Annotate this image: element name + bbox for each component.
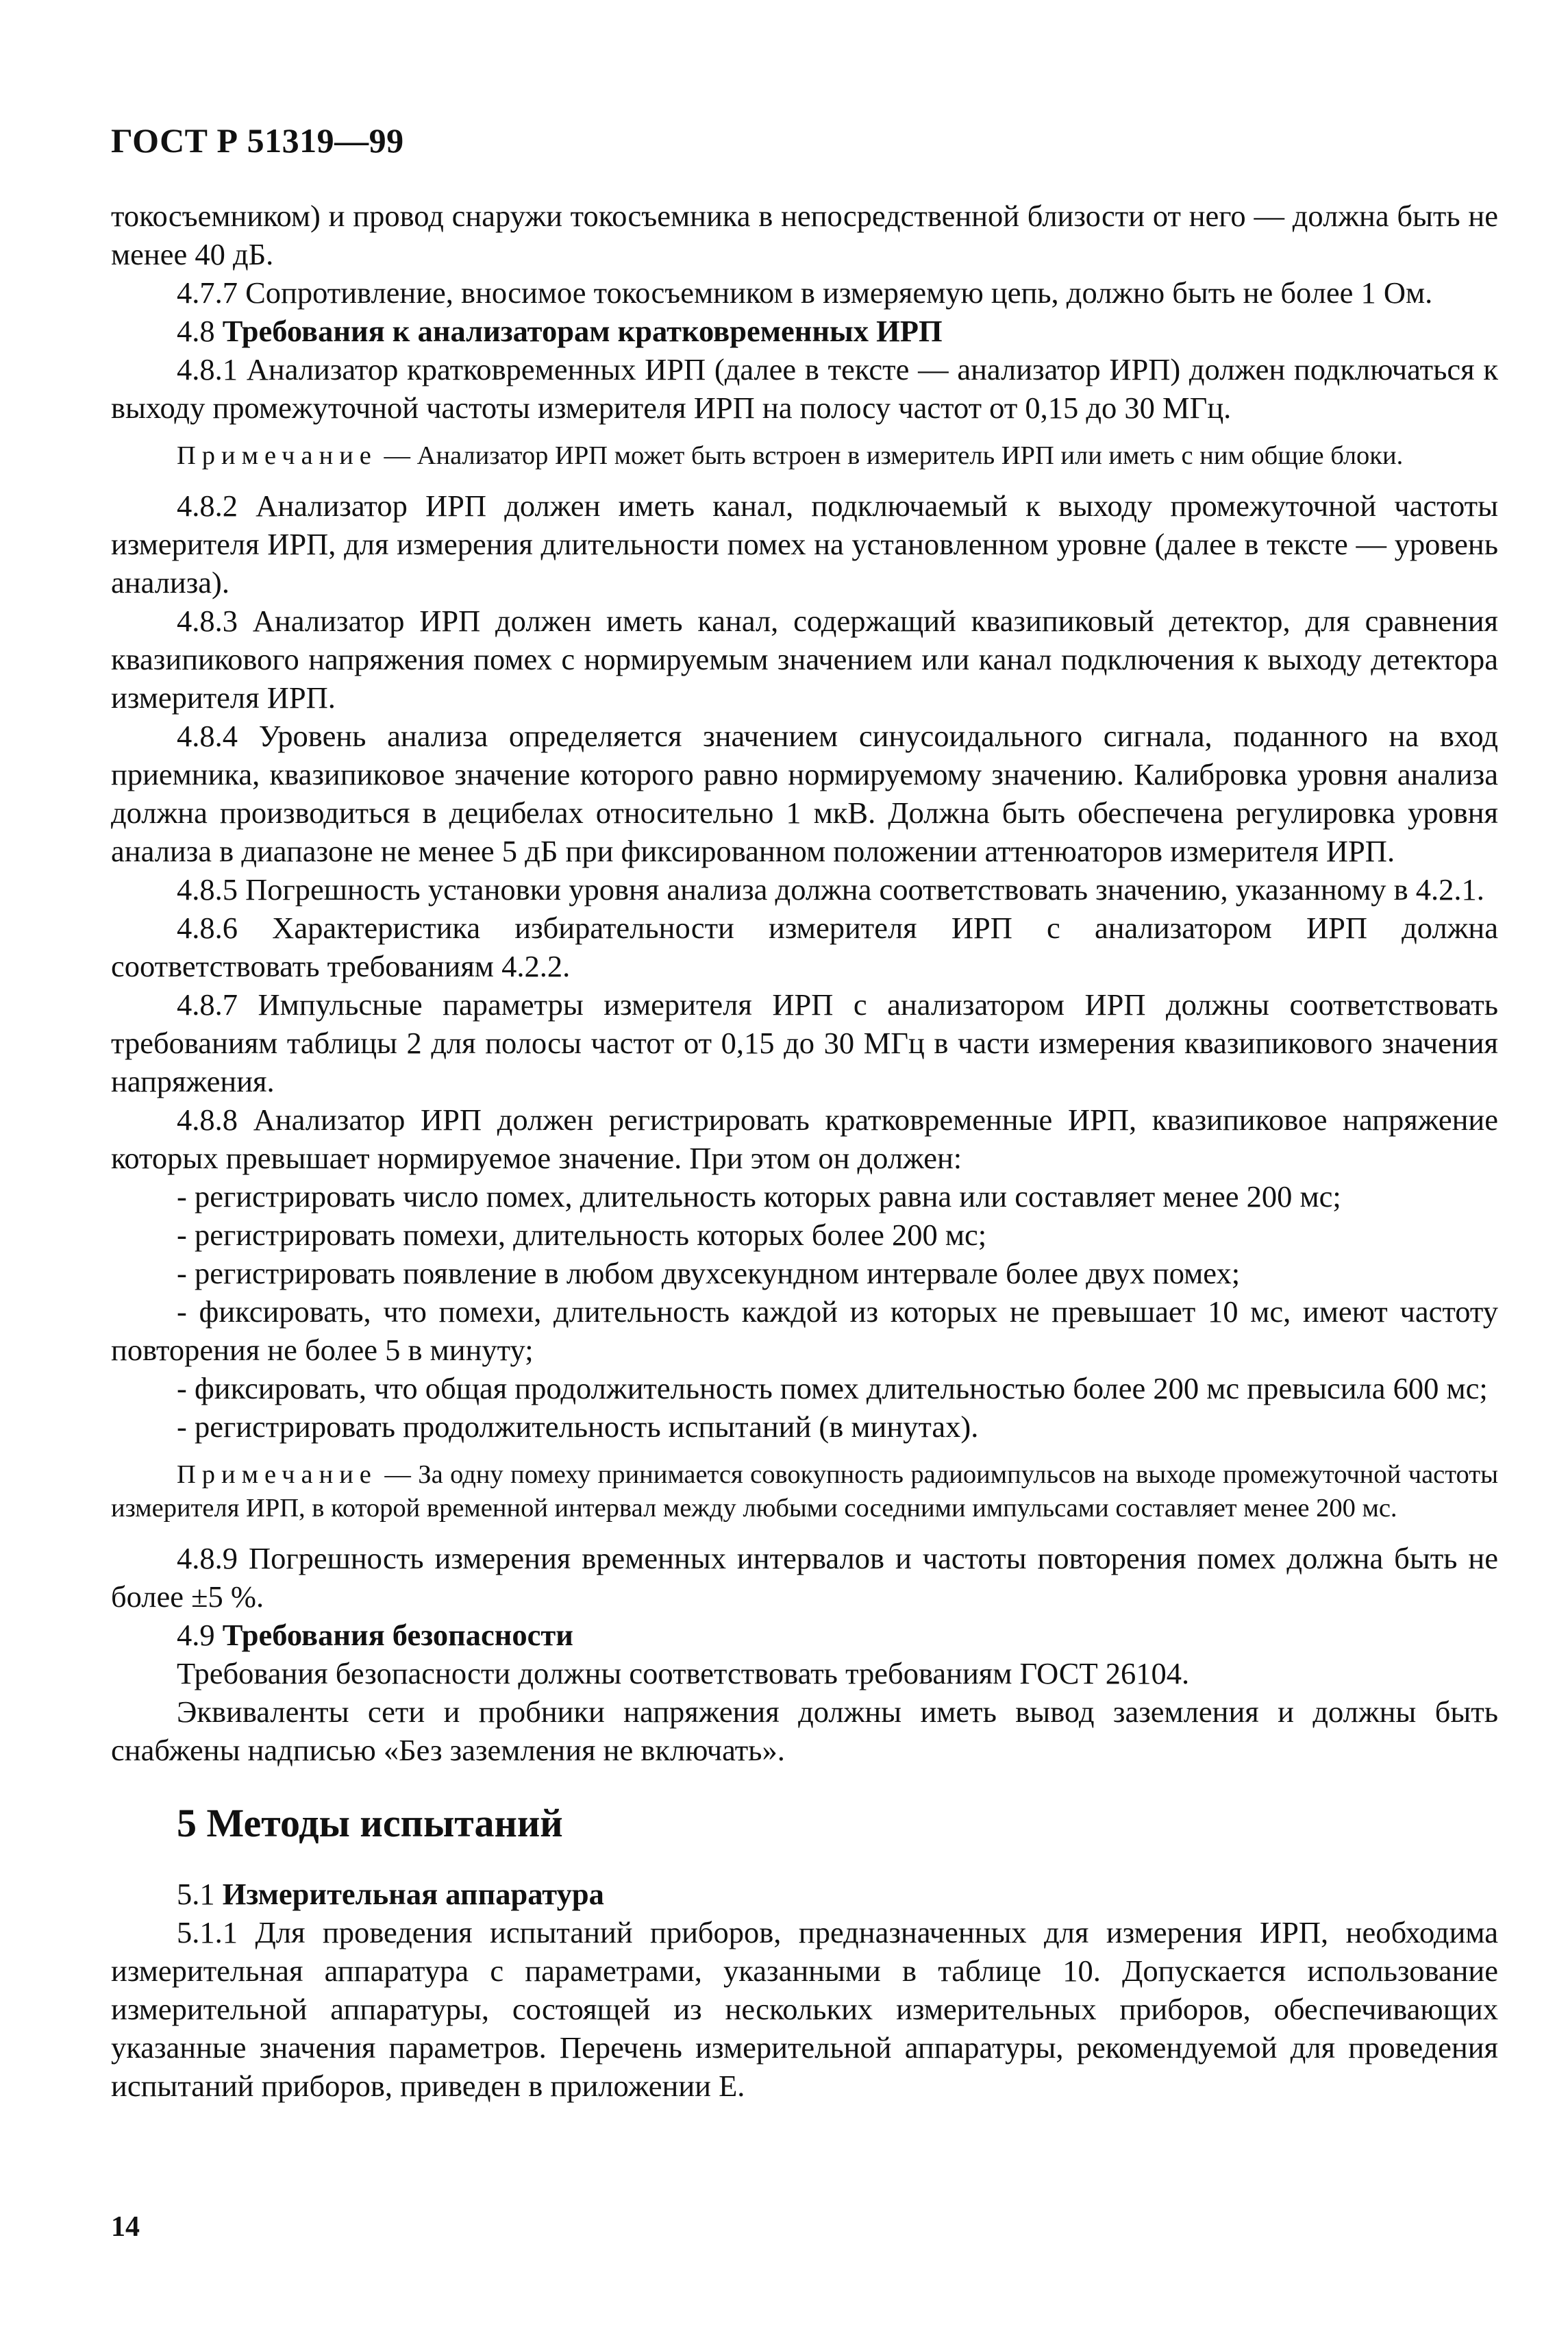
- clause-4-8-5: 4.8.5 Погрешность установки уровня анализа должна соответствовать значению, указанному в 4.2.1.: [177, 872, 1484, 907]
- heading-4-8: [111, 312, 1498, 350]
- document-body: [111, 197, 1498, 2105]
- clause-4-8-4: 4.8.4 Уровень анализа определяется значением синусоидального сигнала, поданного на вход приемника, квазипиковое значение которого равно нормируемому значению. Калибровка уровня анализа должна производиться в децибелах относительно 1 мкВ. Должна быть обеспечена регулировка уровня анализа в диапазоне не менее 5 дБ при фиксированном положении аттенюаторов измерителя ИРП.: [111, 719, 1498, 868]
- clause-4-7-7: 4.7.7 Сопротивление, вносимое токосъемником в измеряемую цепь, должно быть не более 1 Ом.: [177, 275, 1433, 310]
- note-1-text: — Анализатор ИРП может быть встроен в измеритель ИРП или иметь с ним общие блоки.: [377, 441, 1404, 470]
- clause-4-8-3: 4.8.3 Анализатор ИРП должен иметь канал, содержащий квазипиковый детектор, для сравнения квазипикового напряжения помех с нормируемым значением или канал подключения к выходу детектора измерителя ИРП.: [111, 604, 1498, 715]
- note-2-label: Примечание: [177, 1460, 377, 1489]
- list-item: - регистрировать продолжительность испытаний (в минутах).: [177, 1409, 979, 1444]
- clause-5-1-1: 5.1.1 Для проведения испытаний приборов, предназначенных для измерения ИРП, необходима измерительная аппаратура с параметрами, указанными в таблице 10. Допускается использование измерительной аппаратуры, состоящей из нескольких измерительных приборов, обеспечивающих указанные значения параметров. Перечень измерительной аппаратуры, рекомендуемой для проведения испытаний приборов, приведен в приложении Е.: [111, 1915, 1498, 2103]
- document-page: [111, 120, 1498, 2105]
- clause-4-8-6: 4.8.6 Характеристика избирательности измерителя ИРП с анализатором ИРП должна соответствовать требованиям 4.2.2.: [111, 911, 1498, 983]
- document-header: ГОСТ Р 51319—99: [111, 121, 404, 160]
- note-1: [111, 439, 1498, 473]
- clause-4-8-1: 4.8.1 Анализатор кратковременных ИРП (далее в тексте — анализатор ИРП) должен подключаться к выходу промежуточной частоты измерителя ИРП на полосу частот от 0,15 до 30 МГц.: [111, 352, 1498, 425]
- heading-5-1-title: Измерительная аппаратура: [222, 1877, 604, 1911]
- section-5-title: 5 Методы испытаний: [177, 1801, 563, 1845]
- heading-5-1: [111, 1875, 1498, 1913]
- clause-4-8-2: 4.8.2 Анализатор ИРП должен иметь канал, подключаемый к выходу промежуточной частоты измерителя ИРП, для измерения длительности помех на установленном уровне (далее в тексте — уровень анализа).: [111, 489, 1498, 600]
- heading-4-9-number: 4.9: [177, 1618, 223, 1652]
- note-2: [111, 1458, 1498, 1525]
- note-1-label: Примечание: [177, 441, 377, 470]
- safety-paragraph-2: Эквиваленты сети и пробники напряжения должны иметь вывод заземления и должны быть снабжены надписью «Без заземления не включать».: [111, 1695, 1498, 1767]
- list-item: - регистрировать помехи, длительность которых более 200 мс;: [177, 1218, 987, 1252]
- list-item: - регистрировать появление в любом двухсекундном интервале более двух помех;: [177, 1256, 1241, 1290]
- clause-4-8-9: 4.8.9 Погрешность измерения временных интервалов и частоты повторения помех должна быть не более ±5 %.: [111, 1541, 1498, 1614]
- list-item: - фиксировать, что общая продолжительность помех длительностью более 200 мс превысила 600 мс;: [177, 1371, 1488, 1405]
- paragraph-continuation: токосъемником) и провод снаружи токосъемника в непосредственной близости от него — должна быть не менее 40 дБ.: [111, 199, 1498, 271]
- page-number: 14: [111, 2211, 140, 2243]
- heading-4-8-title: Требования к анализаторам кратковременных ИРП: [222, 314, 943, 348]
- clause-4-8-7: 4.8.7 Импульсные параметры измерителя ИРП с анализатором ИРП должны соответствовать требованиям таблицы 2 для полосы частот от 0,15 до 30 МГц в части измерения квазипикового значения напряжения.: [111, 987, 1498, 1098]
- list-item: - регистрировать число помех, длительность которых равна или составляет менее 200 мс;: [177, 1179, 1341, 1214]
- heading-4-9-title: Требования безопасности: [222, 1618, 573, 1652]
- list-item: - фиксировать, что помехи, длительность каждой из которых не превышает 10 мс, имеют частоту повторения не более 5 в минуту;: [111, 1294, 1498, 1367]
- note-2-text: — За одну помеху принимается совокупность радиоимпульсов на выходе промежуточной частоты измерителя ИРП, в которой временной интервал между любыми соседними импульсами составляет менее 200 мс.: [111, 1460, 1498, 1523]
- heading-5-1-number: 5.1: [177, 1877, 223, 1911]
- heading-4-9: [111, 1616, 1498, 1654]
- clause-4-8-8: 4.8.8 Анализатор ИРП должен регистрировать кратковременные ИРП, квазипиковое напряжение которых превышает нормируемое значение. При этом он должен:: [111, 1103, 1498, 1175]
- safety-paragraph-1: Требования безопасности должны соответствовать требованиям ГОСТ 26104.: [177, 1656, 1190, 1690]
- heading-4-8-number: 4.8: [177, 314, 223, 348]
